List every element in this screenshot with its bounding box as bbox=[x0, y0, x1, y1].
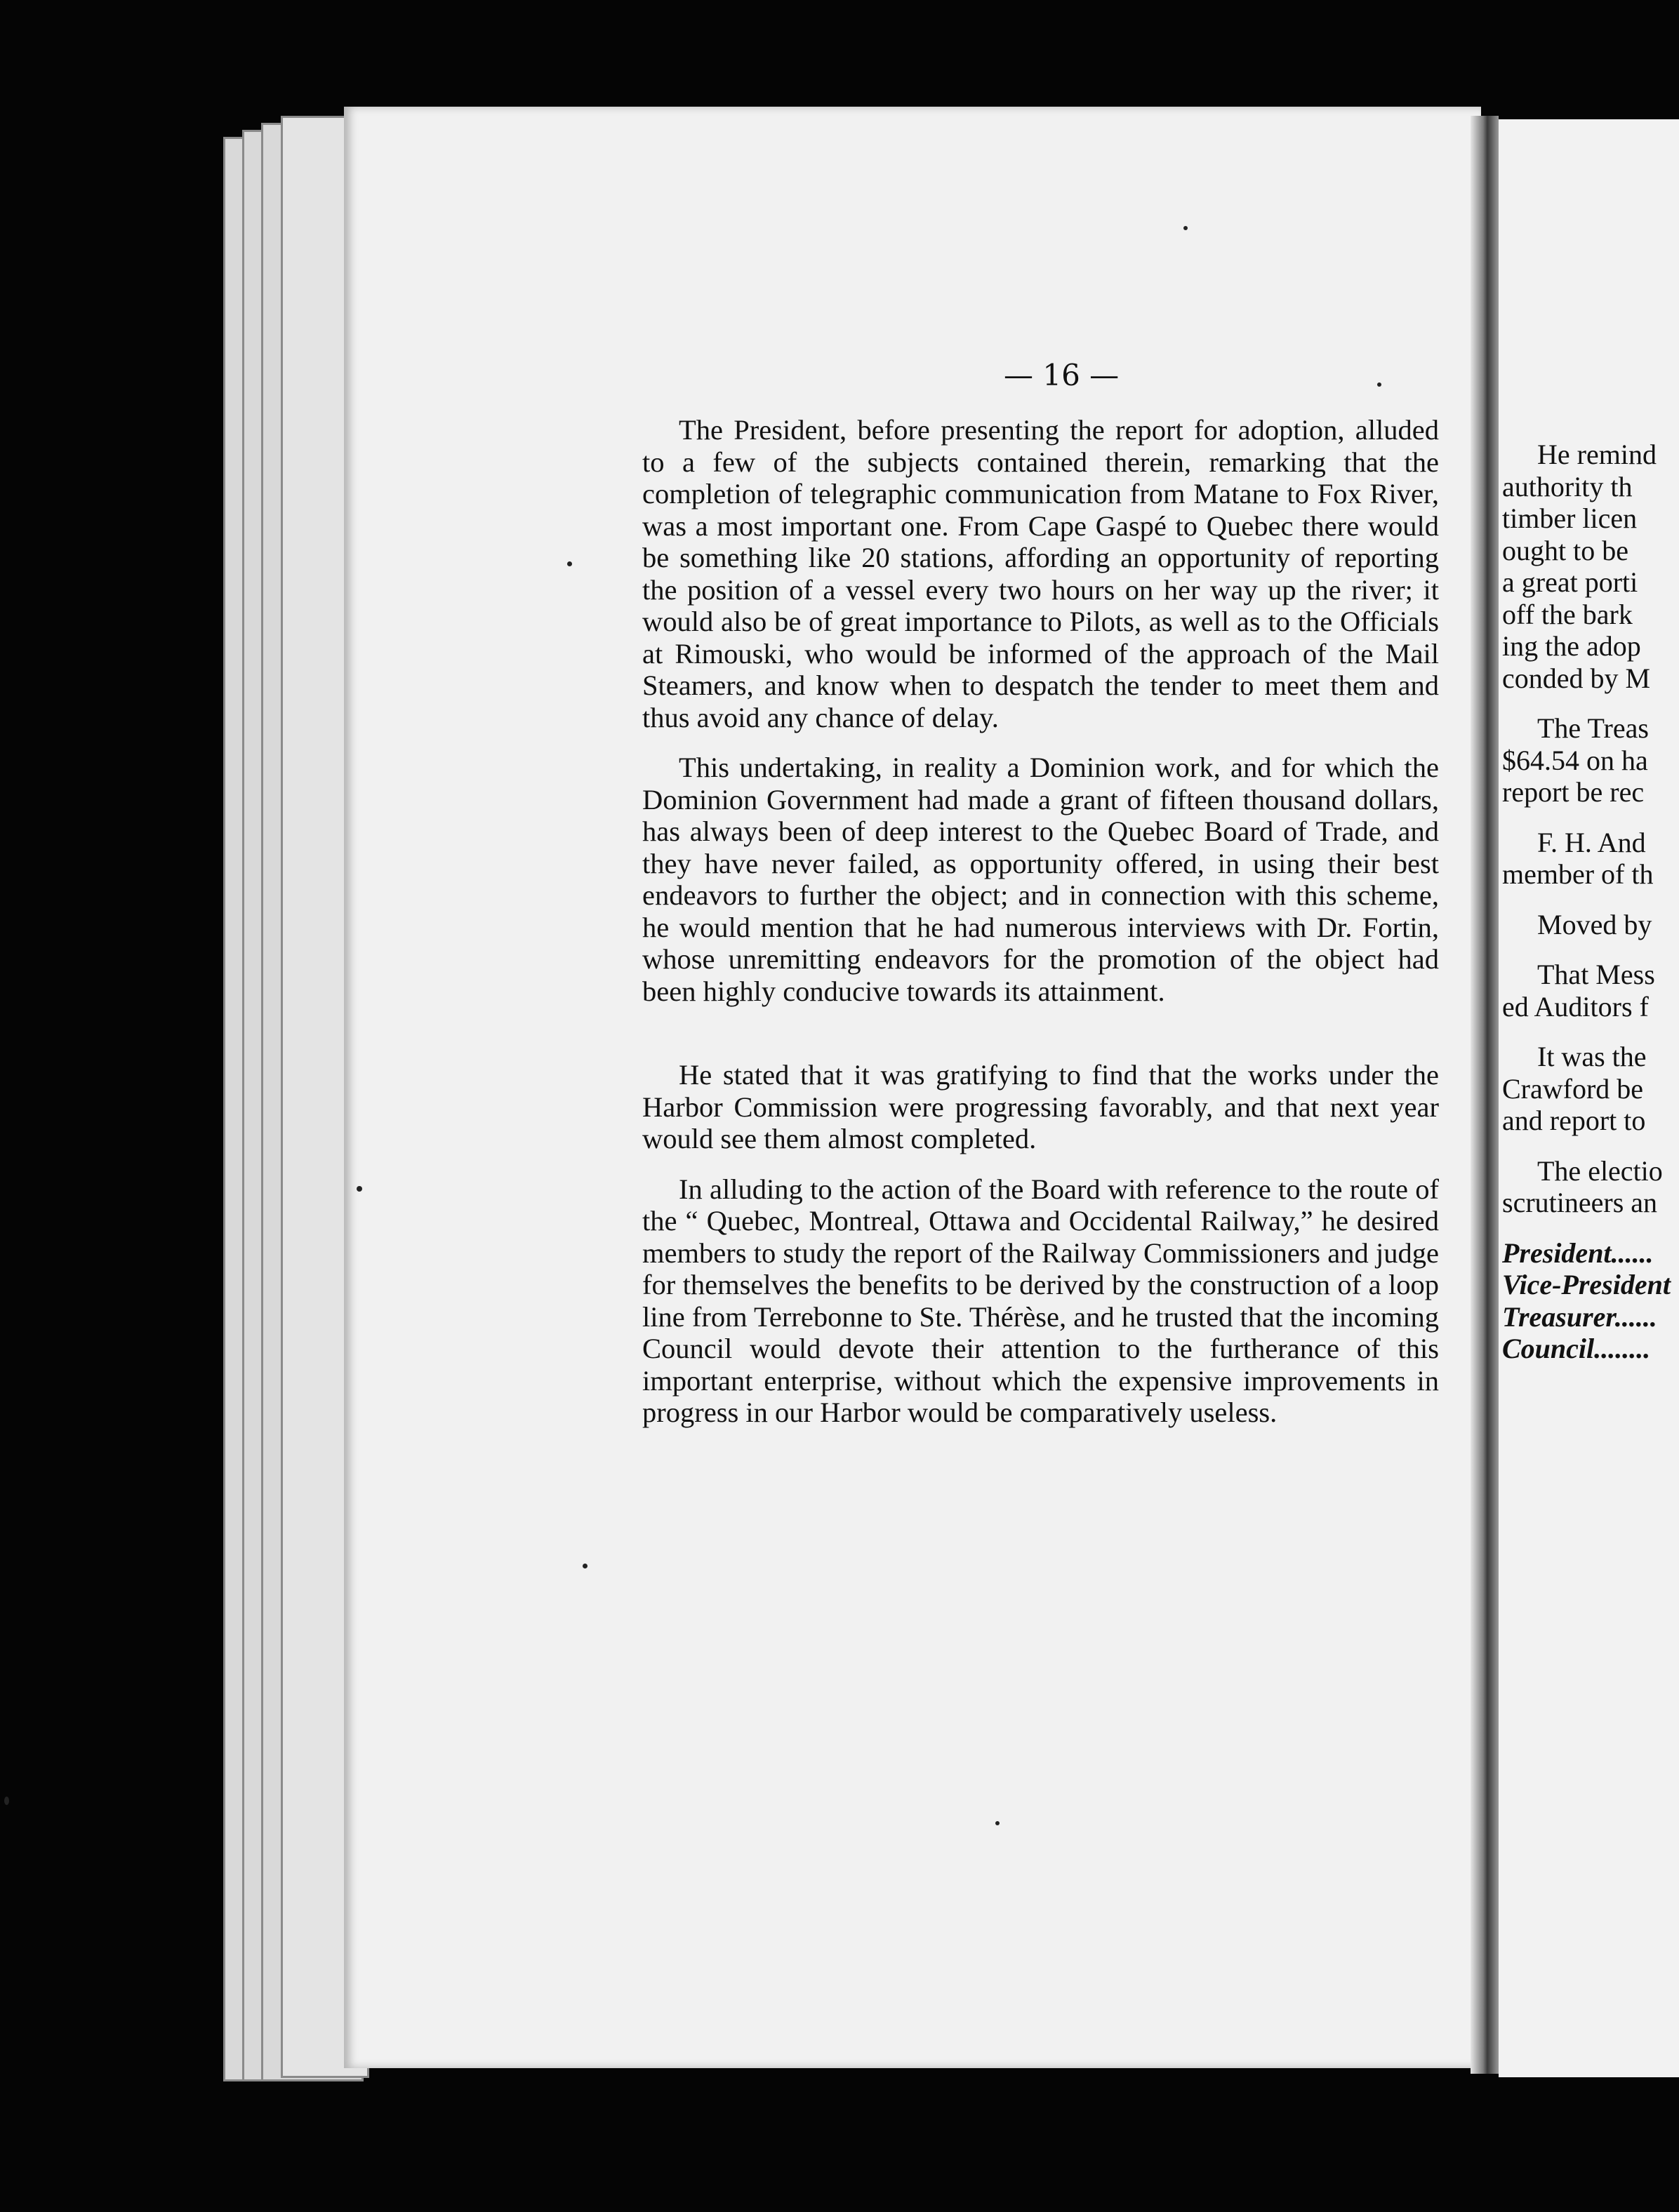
paragraph-telegraph: The President, before presenting the report for adoption, alluded to a few of the subjects contained therein, remarking that the completion of telegraphic communication from Matane to Fox River, was a most important one. From Cape Gaspé to Quebec there would be something like 20 stations, affording an opportunity of reporting the position of a vessel every two hours on her way up the river; it would also be of great importance to Pilots, as well as to the Officials at Rimouski, who would be informed of the approach of the Mail Steamers, and know when to despatch the tender to meet them and thus avoid any chance of delay. bbox=[642, 414, 1439, 733]
right-line: ought to be bbox=[1502, 534, 1628, 566]
right-line: report be rec bbox=[1502, 776, 1645, 808]
right-line: and report to bbox=[1502, 1105, 1646, 1136]
right-line: member of th bbox=[1502, 858, 1654, 890]
right-line: It was the bbox=[1537, 1041, 1647, 1072]
paragraph-dominion-work: This undertaking, in reality a Dominion work, and for which the Dominion Government had made a grant of fifteen thousand dollars, has always been of deep interest to the Quebec Board of Trade, and they have never failed, as opportunity offered, in using their best endeavors to further the object; and in connection with this scheme, he would mention that he had numerous interviews with Dr. Fortin, whose unremitting endeavors for the promotion of the object had been highly conducive towards its attainment. bbox=[642, 752, 1439, 1007]
ink-speck bbox=[1183, 226, 1188, 230]
right-line: scrutineers an bbox=[1502, 1187, 1658, 1218]
right-line: The Treas bbox=[1537, 712, 1649, 744]
ink-speck bbox=[357, 1186, 362, 1192]
officer-president: President...... bbox=[1502, 1237, 1654, 1269]
officer-vice-president: Vice-President bbox=[1502, 1269, 1671, 1300]
right-line: timber licen bbox=[1502, 502, 1638, 534]
right-line: $64.54 on ha bbox=[1502, 744, 1648, 776]
book-gutter bbox=[1471, 116, 1499, 2074]
right-line: Crawford be bbox=[1502, 1072, 1644, 1105]
right-line: ing the adop bbox=[1502, 630, 1641, 662]
right-line: conded by M bbox=[1502, 662, 1651, 694]
ink-speck bbox=[995, 1821, 1000, 1825]
right-line: off the bark bbox=[1502, 598, 1633, 630]
ink-speck bbox=[567, 561, 572, 566]
paragraph-harbor-commission: He stated that it was gratifying to find that the works under the Harbor Commission were progressing favorably, and that next year would see them almost completed. bbox=[642, 1059, 1439, 1154]
officer-treasurer: Treasurer...... bbox=[1502, 1300, 1657, 1333]
right-line: The electio bbox=[1537, 1154, 1663, 1187]
right-page-text bbox=[1502, 439, 1679, 1365]
left-page-text bbox=[642, 414, 1439, 1447]
right-line: That Mess bbox=[1537, 959, 1655, 990]
right-line: authority th bbox=[1502, 470, 1633, 502]
right-line: Moved by bbox=[1537, 908, 1652, 940]
ink-speck bbox=[4, 1797, 9, 1805]
officer-council: Council........ bbox=[1502, 1333, 1651, 1364]
page-number: — 16 — bbox=[1004, 358, 1119, 392]
ink-speck bbox=[1377, 382, 1381, 387]
paragraph-railway: In alluding to the action of the Board with reference to the route of the “ Quebec, Montreal, Ottawa and Occidental Railway,” he desired members to study the report of the Railway Commissioners and judge for themselves the benefits to be derived by the construction of a loop line from Terrebonne to Ste. Thérèse, and he trusted that the incoming Council would devote their attention to the furtherance of this important enterprise, without which the expensive improvements in progress in our Harbor would be comparatively useless. bbox=[642, 1173, 1439, 1428]
ink-speck bbox=[583, 1564, 588, 1568]
right-line: ed Auditors f bbox=[1502, 990, 1649, 1022]
right-line: a great porti bbox=[1502, 566, 1638, 598]
right-line: He remind bbox=[1537, 439, 1657, 470]
right-line: F. H. And bbox=[1537, 826, 1646, 858]
